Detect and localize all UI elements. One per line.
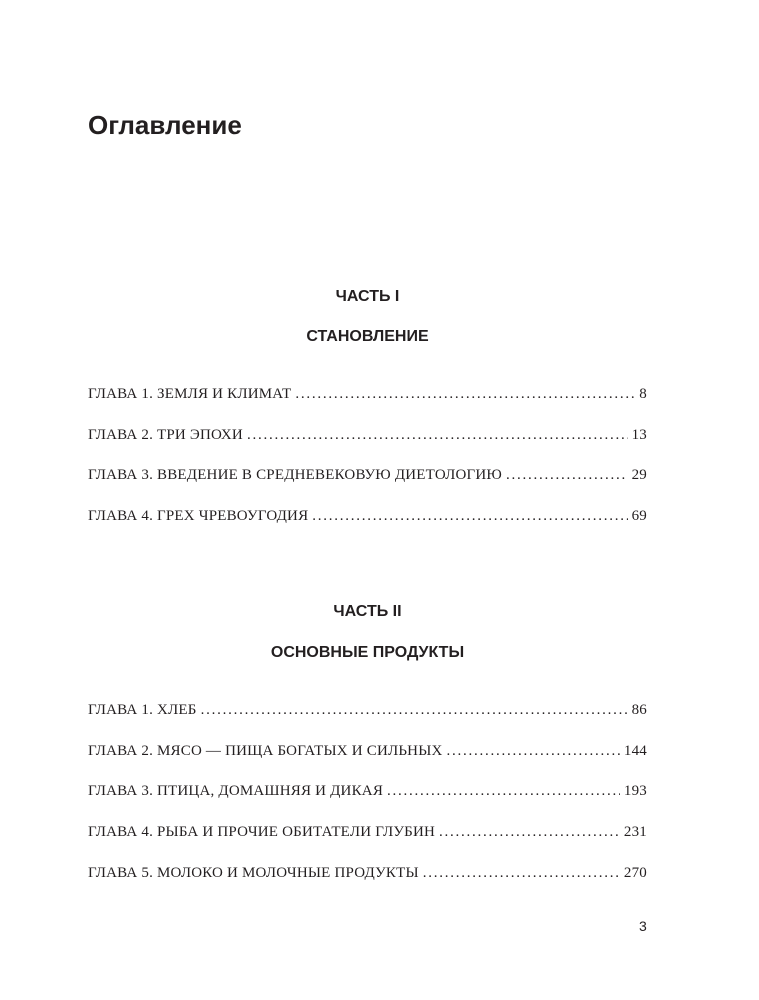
dot-leader	[439, 824, 620, 841]
dot-leader	[447, 743, 620, 760]
chapter-page: 69	[631, 508, 647, 525]
page-title: Оглавление	[88, 110, 242, 140]
toc-entry[interactable]	[88, 824, 647, 865]
part-1-name: СТАНОВЛЕНИЕ	[306, 328, 429, 345]
toc-entry[interactable]	[88, 386, 647, 427]
part-1-label: ЧАСТЬ I	[335, 288, 400, 305]
chapter-page: 8	[639, 386, 647, 402]
chapter-title: ГЛАВА 2. МЯСО — ПИЩА БОГАТЫХ И СИЛЬНЫХ	[88, 742, 443, 759]
toc-entry[interactable]	[88, 427, 647, 468]
dot-leader	[423, 865, 620, 882]
chapter-page: 86	[631, 702, 647, 718]
dot-leader	[295, 386, 635, 403]
chapter-title: ГЛАВА 2. ТРИ ЭПОХИ	[88, 426, 243, 443]
toc-entry[interactable]	[88, 743, 647, 784]
chapter-page: 193	[623, 783, 647, 800]
chapter-title: ГЛАВА 1. ЗЕМЛЯ И КЛИМАТ	[88, 386, 292, 402]
chapter-page: 144	[623, 742, 647, 759]
part-2-toc	[88, 702, 647, 905]
part-1-toc	[88, 386, 647, 549]
chapter-title: ГЛАВА 3. ВВЕДЕНИЕ В СРЕДНЕВЕКОВУЮ ДИЕТОЛОГИЮ	[88, 467, 503, 484]
dot-leader	[201, 702, 628, 719]
chapter-page: 29	[631, 467, 647, 484]
toc-entry[interactable]	[88, 467, 647, 508]
part-2-label: ЧАСТЬ II	[333, 603, 402, 620]
dot-leader	[312, 508, 627, 525]
part-2-name: ОСНОВНЫЕ ПРОДУКТЫ	[270, 644, 465, 661]
dot-leader	[387, 783, 620, 800]
toc-entry[interactable]	[88, 783, 647, 824]
toc-entry[interactable]	[88, 508, 647, 549]
toc-entry[interactable]	[88, 702, 647, 743]
chapter-title: ГЛАВА 4. РЫБА И ПРОЧИЕ ОБИТАТЕЛИ ГЛУБИН	[88, 824, 436, 841]
chapter-title: ГЛАВА 3. ПТИЦА, ДОМАШНЯЯ И ДИКАЯ	[88, 783, 384, 800]
chapter-page: 231	[623, 824, 647, 841]
toc-entry[interactable]	[88, 865, 647, 906]
chapter-page: 13	[631, 426, 647, 443]
chapter-title: ГЛАВА 5. МОЛОКО И МОЛОЧНЫЕ ПРОДУКТЫ	[88, 864, 419, 881]
chapter-title: ГЛАВА 1. ХЛЕБ	[88, 702, 197, 718]
dot-leader	[247, 427, 628, 444]
chapter-title: ГЛАВА 4. ГРЕХ ЧРЕВОУГОДИЯ	[88, 508, 309, 525]
chapter-page: 270	[623, 864, 647, 881]
page-number: 3	[639, 918, 647, 934]
dot-leader	[506, 467, 628, 484]
